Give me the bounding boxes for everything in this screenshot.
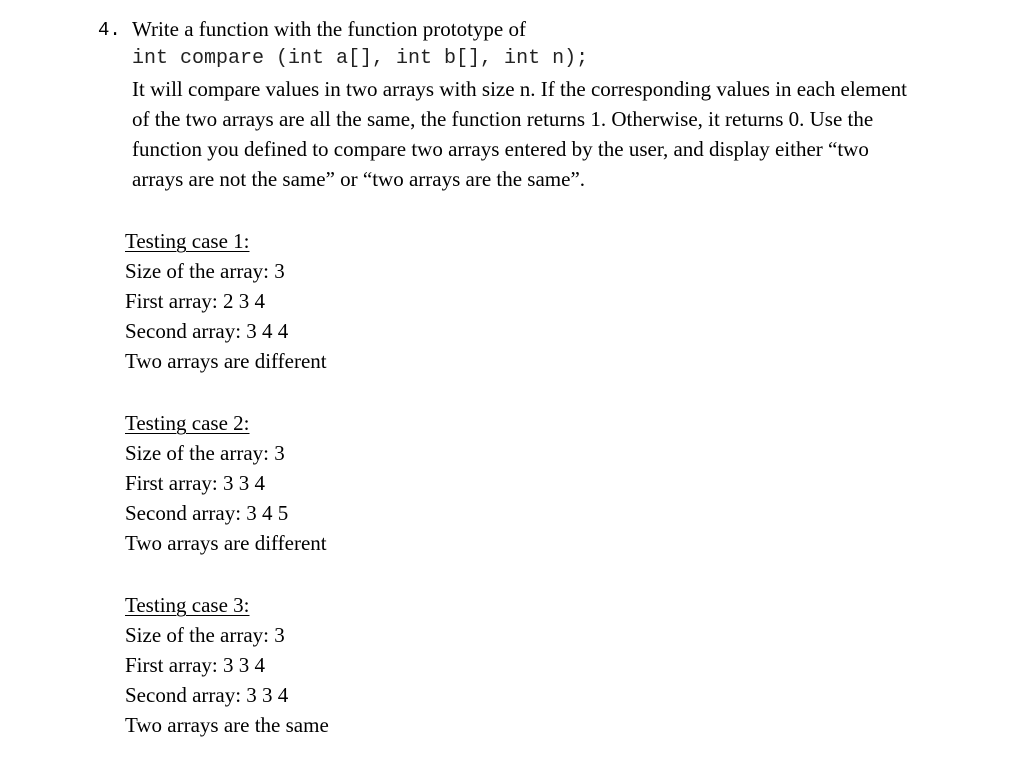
paragraph-line-2: of the two arrays are all the same, the function returns 1. Otherwise, it returns 0. Use the (132, 107, 874, 131)
function-prototype: int compare (int a[], int b[], int n); (132, 47, 589, 70)
test-case-first-array: First array: 3 3 4 (125, 653, 265, 677)
test-case-title: Testing case 2: (125, 411, 250, 435)
test-case-3 (125, 590, 625, 740)
question-text (132, 14, 992, 194)
test-case-size: Size of the array: 3 (125, 441, 285, 465)
question-intro: Write a function with the function prototype of (132, 17, 526, 41)
test-case-size: Size of the array: 3 (125, 259, 285, 283)
test-case-first-array: First array: 2 3 4 (125, 289, 265, 313)
test-case-size: Size of the array: 3 (125, 623, 285, 647)
test-case-title: Testing case 3: (125, 593, 250, 617)
test-case-result: Two arrays are different (125, 531, 327, 555)
test-case-result: Two arrays are different (125, 349, 327, 373)
test-case-second-array: Second array: 3 4 4 (125, 319, 289, 343)
paragraph-line-1: It will compare values in two arrays with size n. If the corresponding values in each element (132, 77, 907, 101)
test-case-second-array: Second array: 3 3 4 (125, 683, 289, 707)
test-case-second-array: Second array: 3 4 5 (125, 501, 289, 525)
question-number: 4. (98, 19, 121, 41)
test-case-result: Two arrays are the same (125, 713, 329, 737)
paragraph-line-3: function you defined to compare two arrays entered by the user, and display either “two (132, 137, 869, 161)
test-case-1 (125, 226, 625, 376)
test-case-2 (125, 408, 625, 558)
test-case-first-array: First array: 3 3 4 (125, 471, 265, 495)
test-case-title: Testing case 1: (125, 229, 250, 253)
paragraph-line-4: arrays are not the same” or “two arrays are the same”. (132, 167, 586, 191)
